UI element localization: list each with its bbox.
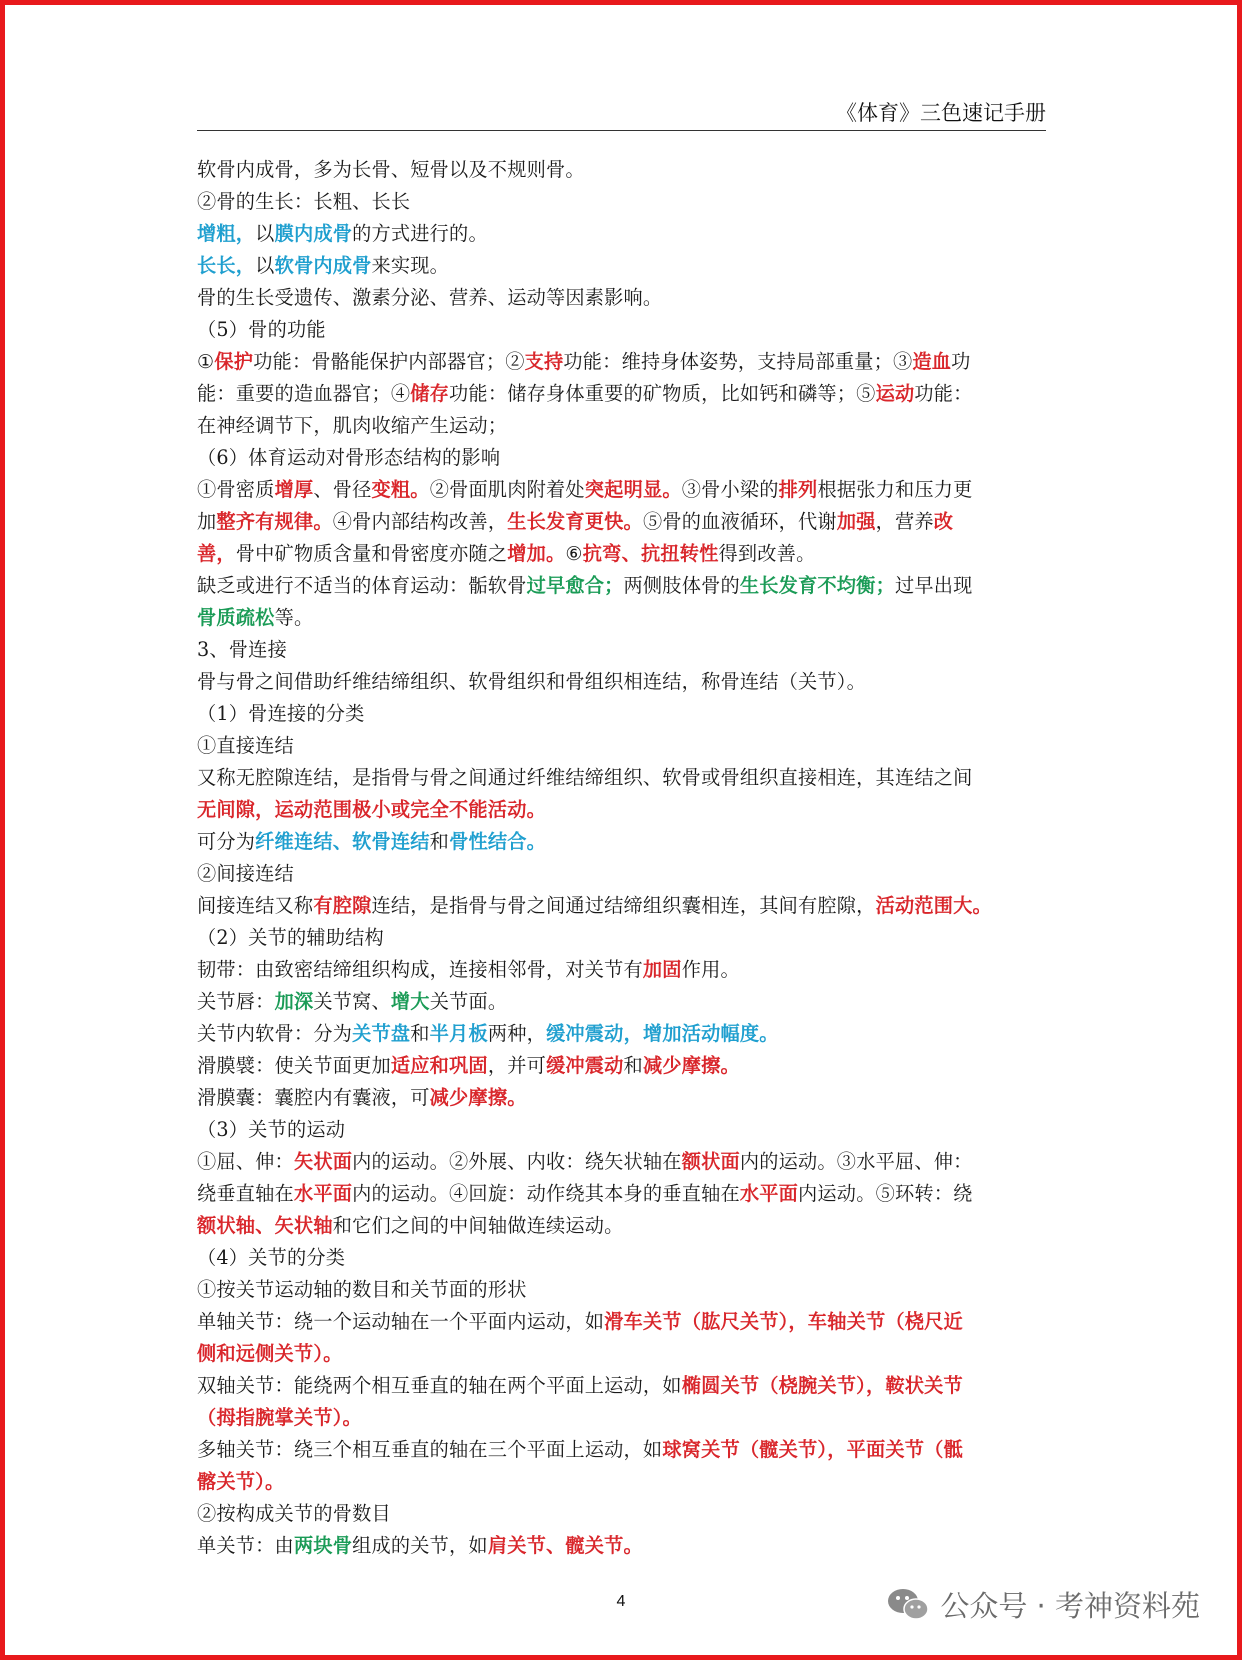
text-line	[197, 954, 1047, 986]
body-text: （4）关节的分类	[197, 1246, 346, 1269]
highlight-text: 增加。	[507, 542, 566, 565]
text-line	[197, 826, 1047, 858]
body-text: 以	[255, 222, 275, 245]
text-line	[197, 186, 1047, 218]
text-line	[197, 1306, 1047, 1338]
body-text: 3、骨连接	[197, 638, 287, 661]
highlight-text: 水平面	[293, 1182, 353, 1205]
text-line	[197, 250, 1047, 282]
body-text: ②骨面肌肉附着处	[429, 478, 585, 501]
highlight-text: 水平面	[739, 1182, 799, 1205]
text-line	[197, 698, 1047, 730]
body-text: 双轴关节：能绕两个相互垂直的轴在两个平面上运动，如	[197, 1374, 682, 1397]
body-text: ③骨小梁的	[681, 478, 779, 501]
body-text: ，营养	[875, 510, 934, 533]
highlight-text: 增大	[390, 990, 430, 1013]
text-line	[197, 1274, 1047, 1306]
text-line	[197, 890, 1047, 922]
text-line	[197, 794, 1047, 826]
body-text: （6）体育运动对骨形态结构的影响	[197, 446, 501, 469]
body-text: （3）关节的运动	[197, 1118, 346, 1141]
highlight-text: 改	[933, 510, 954, 533]
text-line	[197, 474, 1047, 506]
text-line	[197, 858, 1047, 890]
body-text: 关节窝、	[313, 990, 391, 1013]
body-text: 和	[410, 1022, 430, 1045]
highlight-text: 过早愈合；	[526, 574, 624, 597]
body-text: 内的运动。②外展、内收：绕矢状轴在	[352, 1150, 682, 1173]
body-text: 在神经调节下，肌肉收缩产生运动；	[197, 414, 508, 437]
body-text: 功能：维持身体姿势，支持局部重量；③	[563, 350, 913, 373]
body-text: 来实现。	[371, 254, 450, 277]
text-line	[197, 1530, 1047, 1562]
body-text: 滑膜囊：囊腔内有囊液，可	[197, 1086, 430, 1109]
text-line	[197, 666, 1047, 698]
highlight-text: 侧和远侧关节）。	[197, 1342, 343, 1365]
text-line	[197, 1434, 1047, 1466]
highlight-text: 增厚	[274, 478, 314, 501]
text-line	[197, 1018, 1047, 1050]
body-text: 内的运动。④回旋：动作绕其本身的垂直轴在	[352, 1182, 740, 1205]
body-text: 内的运动。③水平屈、伸：	[739, 1150, 973, 1173]
highlight-text: 有腔隙	[313, 894, 372, 917]
body-text: 骨的生长受遗传、激素分泌、营养、运动等因素影响。	[197, 286, 663, 309]
wechat-icon	[886, 1586, 930, 1622]
body-text: 得到改善。	[718, 542, 816, 565]
body-text: 组成的关节，如	[352, 1534, 488, 1557]
highlight-text: 加深	[274, 990, 314, 1013]
body-text: 功能：骨骼能保护内部器官；②	[253, 350, 525, 373]
body-text: 能：重要的造血器官；④	[197, 382, 411, 405]
text-line	[197, 1050, 1047, 1082]
body-text: 功能：储存身体重要的矿物质，比如钙和磷等；⑤	[449, 382, 876, 405]
body-text: 两侧肢体骨的	[623, 574, 740, 597]
highlight-text: 加固	[642, 958, 682, 981]
highlight-text: 球窝关节（髋关节），平面关节（骶	[662, 1438, 963, 1461]
highlight-text: 半月板	[429, 1022, 488, 1045]
text-line	[197, 1178, 1047, 1210]
text-line	[197, 986, 1047, 1018]
body-text: ②按构成关节的骨数目	[197, 1502, 391, 1525]
text-line	[197, 1370, 1047, 1402]
body-text: 内运动。⑤环转：绕	[798, 1182, 973, 1205]
highlight-text: 关节盘	[352, 1022, 411, 1045]
body-text: 关节面。	[429, 990, 508, 1013]
body-text: 滑膜襞：使关节面更加	[197, 1054, 391, 1077]
body-text: ，并可	[487, 1054, 546, 1077]
body-text: 骨与骨之间借助纤维结缔组织、软骨组织和骨组织相连结，称骨连结（关节）。	[197, 670, 866, 693]
body-text: 作用。	[681, 958, 740, 981]
text-line	[197, 1498, 1047, 1530]
body-text: 功	[951, 350, 971, 373]
text-line	[197, 346, 1047, 378]
text-line	[197, 410, 1047, 442]
highlight-text: 运动	[875, 382, 915, 405]
body-text: ①按关节运动轴的数目和关节面的形状	[197, 1278, 527, 1301]
body-text: （5）骨的功能	[197, 318, 326, 341]
highlight-text: 变粗。	[371, 478, 430, 501]
highlight-text: 肩关节、髋关节。	[487, 1534, 643, 1557]
body-text: ⑤骨的血液循环，代谢	[642, 510, 837, 533]
highlight-text: 减少摩擦。	[642, 1054, 740, 1077]
text-line	[197, 506, 1047, 538]
body-text: 等。	[274, 606, 314, 629]
body-text: 和	[623, 1054, 643, 1077]
highlight-text: 减少摩擦。	[429, 1086, 527, 1109]
text-line	[197, 442, 1047, 474]
highlight-text: 矢状面	[293, 1150, 353, 1173]
body-text: ①	[197, 350, 215, 373]
highlight-text: 软骨内成骨	[274, 254, 372, 277]
body-text: 过早出现	[894, 574, 973, 597]
body-text: 可分为	[197, 830, 256, 853]
page-body	[197, 154, 1047, 1562]
text-line	[197, 1114, 1047, 1146]
text-line	[197, 570, 1047, 602]
highlight-text: 支持	[524, 350, 564, 373]
highlight-text: （拇指腕掌关节）。	[197, 1406, 362, 1429]
body-text: 、骨径	[313, 478, 372, 501]
body-text: 连结，是指骨与骨之间通过结缔组织囊相连，其间有腔隙，	[371, 894, 876, 917]
highlight-text: 膜内成骨	[274, 222, 353, 245]
highlight-text: 保护	[214, 350, 254, 373]
body-text: ①直接连结	[197, 734, 294, 757]
body-text: 缺乏或进行不适当的体育运动：骺软骨	[197, 574, 527, 597]
text-line	[197, 282, 1047, 314]
body-text: ⑥	[565, 542, 583, 565]
body-text: 关节内软骨：分为	[197, 1022, 353, 1045]
body-text: 多轴关节：绕三个相互垂直的轴在三个平面上运动，如	[197, 1438, 663, 1461]
body-text: ②间接连结	[197, 862, 294, 885]
text-line	[197, 730, 1047, 762]
page-header	[197, 96, 1046, 131]
highlight-text: 无间隙，运动范围极小或完全不能活动。	[197, 798, 546, 821]
highlight-text: 额状面	[681, 1150, 740, 1173]
highlight-text: 生长发育更快。	[507, 510, 643, 533]
highlight-text: 增粗，	[197, 222, 256, 245]
watermark-text: 公众号 · 考神资料苑	[940, 1588, 1200, 1623]
text-line	[197, 218, 1047, 250]
highlight-text: 造血	[912, 350, 952, 373]
text-line	[197, 602, 1047, 634]
highlight-text: 善，	[197, 542, 236, 565]
highlight-text: 椭圆关节（桡腕关节），鞍状关节	[681, 1374, 963, 1397]
highlight-text: 适应和巩固	[390, 1054, 488, 1077]
text-line	[197, 1338, 1047, 1370]
body-text: 骨中矿物质含量和骨密度亦随之	[235, 542, 508, 565]
highlight-text: 缓冲震动，增加活动幅度。	[546, 1022, 779, 1045]
body-text: 两种，	[487, 1022, 547, 1045]
text-line	[197, 922, 1047, 954]
highlight-text: 髂关节）。	[197, 1470, 285, 1493]
highlight-text: 骨性结合。	[449, 830, 546, 853]
body-text: 根据张力和压力更	[817, 478, 973, 501]
body-text: （2）关节的辅助结构	[197, 926, 384, 949]
highlight-text: 长长，	[197, 254, 256, 277]
text-line	[197, 1082, 1047, 1114]
body-text: 加	[197, 510, 217, 533]
body-text: 又称无腔隙连结，是指骨与骨之间通过纤维结缔组织、软骨或骨组织直接相连，其连结之间	[197, 766, 973, 789]
body-text: 的方式进行的。	[352, 222, 488, 245]
text-line	[197, 1402, 1047, 1434]
body-text: 韧带：由致密结缔组织构成，连接相邻骨，对关节有	[197, 958, 643, 981]
highlight-text: 排列	[778, 478, 818, 501]
body-text: 关节唇：	[197, 990, 275, 1013]
body-text: 间接连结又称	[197, 894, 314, 917]
body-text: （1）骨连接的分类	[197, 702, 365, 725]
highlight-text: 生长发育不均衡；	[739, 574, 895, 597]
highlight-text: 抗弯、抗扭转性	[582, 542, 719, 565]
highlight-text: 纤维连结、软骨连结	[255, 830, 430, 853]
body-text: ②骨的生长：长粗、长长	[197, 190, 411, 213]
highlight-text: 活动范围大。	[875, 894, 992, 917]
text-line	[197, 634, 1047, 666]
body-text: 软骨内成骨，多为长骨、短骨以及不规则骨。	[197, 158, 585, 181]
text-line	[197, 538, 1047, 570]
text-line	[197, 314, 1047, 346]
highlight-text: 骨质疏松	[197, 606, 275, 629]
body-text: ①屈、伸：	[197, 1150, 294, 1173]
text-line	[197, 154, 1047, 186]
body-text: 和	[429, 830, 450, 853]
text-line	[197, 378, 1047, 410]
header-title: 《体育》三色速记手册	[836, 101, 1046, 125]
highlight-text: 储存	[410, 382, 450, 405]
body-text: 和它们之间的中间轴做连续运动。	[332, 1214, 624, 1237]
highlight-text: 额状轴、矢状轴	[197, 1214, 333, 1237]
highlight-text: 加强	[836, 510, 876, 533]
highlight-text: 整齐有规律。	[216, 510, 333, 533]
body-text: 单轴关节：绕一个运动轴在一个平面内运动，如	[197, 1310, 605, 1333]
text-line	[197, 1210, 1047, 1242]
highlight-text: 滑车关节（肱尺关节），车轴关节（桡尺近	[604, 1310, 963, 1333]
body-text: 绕垂直轴在	[197, 1182, 294, 1205]
highlight-text: 两块骨	[293, 1534, 353, 1557]
page-number: 4	[616, 1593, 626, 1610]
body-text: 以	[255, 254, 275, 277]
watermark	[886, 1582, 1200, 1626]
text-line	[197, 762, 1047, 794]
text-line	[197, 1466, 1047, 1498]
body-text: 单关节：由	[197, 1534, 294, 1557]
highlight-text: 缓冲震动	[545, 1054, 624, 1077]
body-text: ①骨密质	[197, 478, 275, 501]
body-text: 功能：	[914, 382, 973, 405]
body-text: ④骨内部结构改善，	[332, 510, 508, 533]
highlight-text: 突起明显。	[584, 478, 682, 501]
text-line	[197, 1146, 1047, 1178]
text-line	[197, 1242, 1047, 1274]
